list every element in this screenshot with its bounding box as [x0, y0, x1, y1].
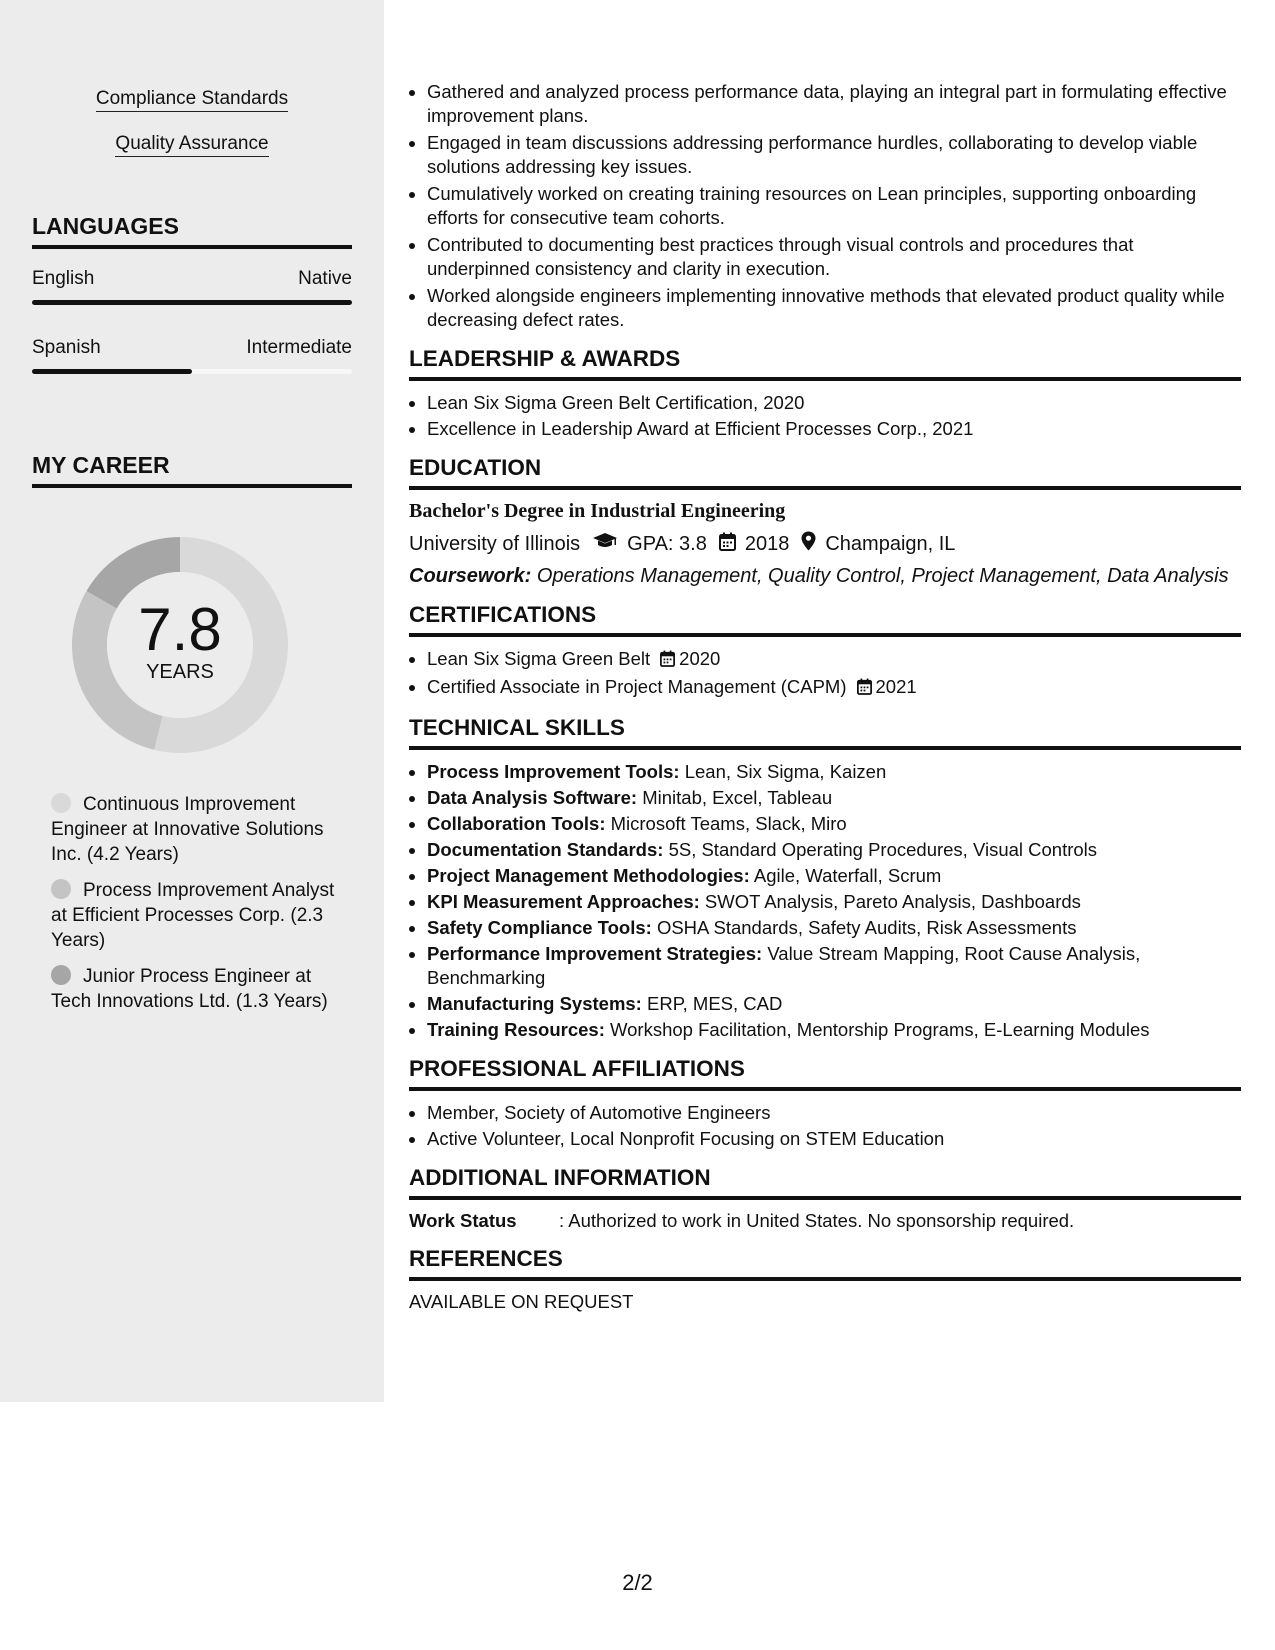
career-legend-item [51, 964, 341, 1014]
skill-values: Microsoft Teams, Slack, Miro [610, 813, 847, 834]
language-level: Intermediate [246, 337, 352, 358]
experience-bullet: • Gathered and analyzed process performance data, playing an integral part in formulating effective improvement plans. [427, 80, 1241, 128]
career-total-unit: YEARS [146, 660, 214, 683]
skill-category: Performance Improvement Strategies: [427, 943, 763, 964]
legend-dot-icon [51, 965, 71, 985]
experience-bullet: • Contributed to documenting best practices through visual controls and procedures that underpinned consistency and clarity in execution. [427, 233, 1241, 281]
career-legend-text: Continuous Improvement Engineer at Innovative Solutions Inc. (4.2 Years) [51, 794, 324, 865]
sidebar [0, 0, 384, 1402]
skill-item [427, 760, 1241, 784]
certification-item [427, 647, 1241, 673]
legend-dot-icon [51, 793, 71, 813]
calendar-icon [719, 532, 736, 557]
language-proficiency-fill [32, 300, 352, 305]
experience-bullet: • Cumulatively worked on creating training resources on Lean principles, supporting onboarding efforts for consecutive team cohorts. [427, 182, 1241, 230]
map-pin-icon [801, 531, 816, 557]
career-legend-text: Process Improvement Analyst at Efficient Processes Corp. (2.3 Years) [51, 880, 335, 951]
graduation-year: 2018 [744, 532, 790, 555]
career-total [60, 525, 300, 765]
language-name: English [32, 268, 95, 289]
education-details [409, 531, 1241, 557]
education-heading: EDUCATION [409, 455, 1241, 490]
skill-item [427, 864, 1241, 888]
skill-category: Process Improvement Tools: [427, 761, 680, 782]
affiliations-heading: PROFESSIONAL AFFILIATIONS [409, 1056, 1241, 1091]
work-status-label: Work Status [409, 1210, 517, 1231]
skill-item [427, 812, 1241, 836]
skill-tag-label: Compliance Standards [96, 88, 288, 112]
skill-category: Data Analysis Software: [427, 787, 638, 808]
calendar-icon [660, 649, 675, 673]
affiliation-item: • Member, Society of Automotive Engineers [427, 1101, 1241, 1125]
school-location: Champaign, IL [825, 532, 956, 555]
degree-title: Bachelor's Degree in Industrial Engineering [409, 500, 786, 522]
work-status-value: : Authorized to work in United States. No sponsorship required. [559, 1210, 1075, 1231]
technical-skills-list [409, 760, 1241, 1042]
skill-values: Agile, Waterfall, Scrum [753, 865, 942, 886]
skill-tag[interactable] [0, 88, 384, 110]
page-number: 2/2 [622, 1570, 653, 1595]
career-heading: MY CAREER [32, 452, 352, 488]
career-total-value: 7.8 [138, 595, 222, 663]
languages-heading: LANGUAGES [32, 213, 352, 249]
skill-category: Collaboration Tools: [427, 813, 606, 834]
coursework-label: Coursework: [409, 565, 532, 587]
school-name: University of Illinois [409, 532, 581, 555]
leadership-heading: LEADERSHIP & AWARDS [409, 346, 1241, 381]
technical-skills-heading: TECHNICAL SKILLS [409, 715, 1241, 750]
skill-category: Safety Compliance Tools: [427, 917, 652, 938]
language-proficiency-fill [32, 369, 192, 374]
leadership-list [409, 391, 1241, 441]
career-legend-item [51, 792, 341, 867]
skill-item [427, 942, 1241, 990]
experience-bullets [409, 80, 1241, 332]
coursework-list: Operations Management, Quality Control, Project Management, Data Analysis [536, 565, 1229, 587]
skill-values: Minitab, Excel, Tableau [642, 787, 833, 808]
language-level: Native [298, 268, 352, 289]
affiliations-list [409, 1101, 1241, 1151]
career-legend-text: Junior Process Engineer at Tech Innovations Ltd. (1.3 Years) [51, 966, 328, 1012]
certification-year: 2020 [679, 648, 721, 669]
skill-values: Workshop Facilitation, Mentorship Programs, E-Learning Modules [610, 1019, 1150, 1040]
certification-year: 2021 [875, 676, 917, 697]
skill-item [427, 890, 1241, 914]
coursework [409, 565, 1241, 588]
skill-category: Manufacturing Systems: [427, 993, 642, 1014]
skill-category: Training Resources: [427, 1019, 605, 1040]
skill-tag-label: Quality Assurance [115, 133, 268, 157]
language-proficiency-bar [32, 369, 352, 374]
language-row [32, 337, 352, 359]
skill-item [427, 1018, 1241, 1042]
skill-values: ERP, MES, CAD [647, 993, 783, 1014]
references-heading: REFERENCES [409, 1246, 1241, 1281]
certification-item [427, 675, 1241, 701]
experience-bullet: • Worked alongside engineers implementing innovative methods that elevated product quality while decreasing defect rates. [427, 284, 1241, 332]
skill-values: Value Stream Mapping, Root Cause Analysis, Benchmarking [427, 943, 1141, 988]
main-content [409, 80, 1241, 1313]
skill-item [427, 838, 1241, 862]
skill-item [427, 916, 1241, 940]
certification-name: Certified Associate in Project Management (CAPM) [427, 676, 847, 697]
additional-info-heading: ADDITIONAL INFORMATION [409, 1165, 1241, 1200]
references-text: AVAILABLE ON REQUEST [409, 1291, 634, 1312]
skill-values: 5S, Standard Operating Procedures, Visual Controls [668, 839, 1098, 860]
skill-tag[interactable] [0, 133, 384, 155]
leadership-item: • Lean Six Sigma Green Belt Certification, 2020 [427, 391, 1241, 415]
work-status-row [409, 1210, 1241, 1232]
calendar-icon [857, 677, 872, 701]
skill-category: Documentation Standards: [427, 839, 664, 860]
skill-values: OSHA Standards, Safety Audits, Risk Assessments [656, 917, 1077, 938]
skill-category: KPI Measurement Approaches: [427, 891, 700, 912]
skill-values: SWOT Analysis, Pareto Analysis, Dashboards [704, 891, 1081, 912]
certifications-heading: CERTIFICATIONS [409, 602, 1241, 637]
experience-bullet: • Engaged in team discussions addressing performance hurdles, collaborating to develop viable solutions addressing key issues. [427, 131, 1241, 179]
language-proficiency-bar [32, 300, 352, 305]
skill-item [427, 786, 1241, 810]
gpa: GPA: 3.8 [627, 532, 707, 555]
certifications-list [409, 647, 1241, 701]
skill-item [427, 992, 1241, 1016]
skill-category: Project Management Methodologies: [427, 865, 750, 886]
graduation-cap-icon [592, 532, 618, 556]
certification-name: Lean Six Sigma Green Belt [427, 648, 651, 669]
language-row [32, 268, 352, 290]
language-name: Spanish [32, 337, 101, 358]
legend-dot-icon [51, 879, 71, 899]
affiliation-item: • Active Volunteer, Local Nonprofit Focusing on STEM Education [427, 1127, 1241, 1151]
skill-values: Lean, Six Sigma, Kaizen [684, 761, 887, 782]
career-legend-item [51, 878, 341, 953]
leadership-item: • Excellence in Leadership Award at Efficient Processes Corp., 2021 [427, 417, 1241, 441]
